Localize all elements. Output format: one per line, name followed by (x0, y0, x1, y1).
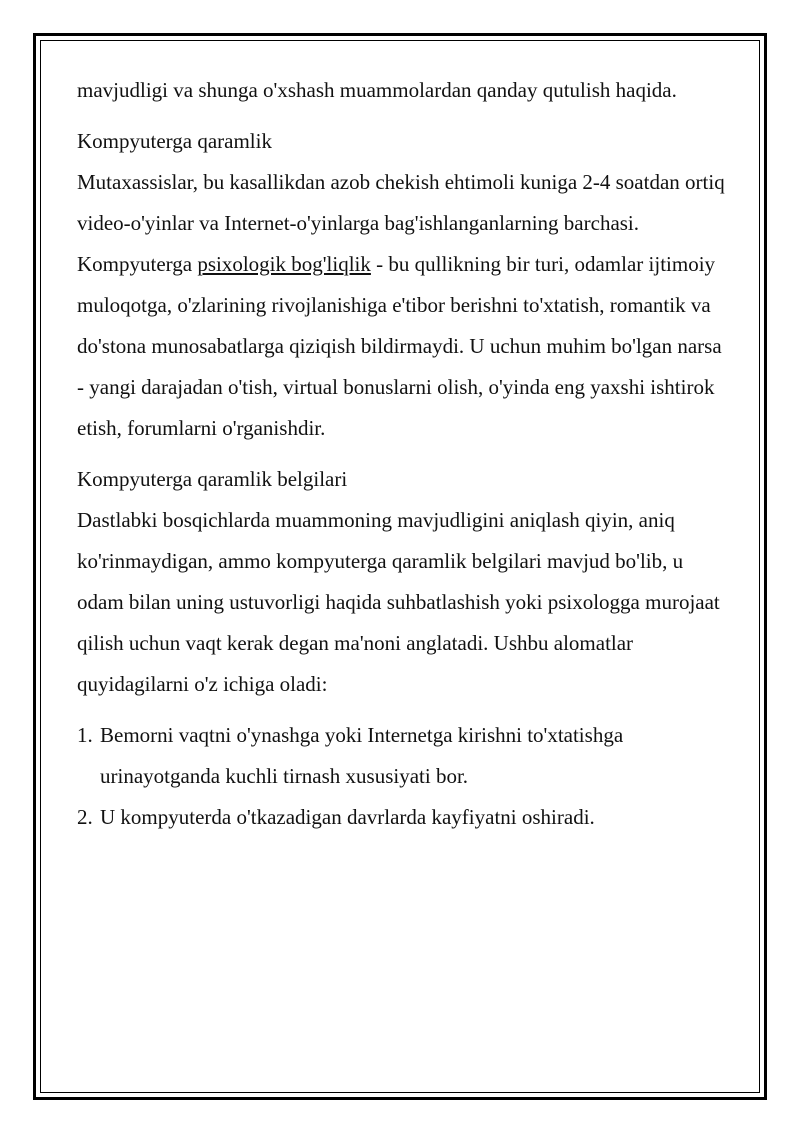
list-item-number: 1. (77, 723, 93, 747)
section-body-text: Dastlabki bosqichlarda muammoning mavjudligini aniqlash qiyin, aniq ko'rinmaydigan, ammo kompyuterga qaramlik belgilari mavjud bo'lib, u odam bilan uning ustuvorligi haqida suhbatlashish yoki psixologga murojaat qilish uchun vaqt kerak degan ma'noni anglatadi. Ushbu alomatlar quyidagilarni o'z ichiga oladi: (77, 508, 720, 696)
section-body-text: Mutaxassislar, bu kasallikdan azob chekish ehtimoli kuniga 2-4 soatdan ortiq video-o'yinlar va Internet-o'yinlarga bag'ishlanganlarning barchasi. Kompyuterga (77, 170, 725, 276)
document-body (77, 70, 727, 838)
section-kompyuterga-qaramlik (77, 121, 727, 449)
list-item-text: Bemorni vaqtni o'ynashga yoki Internetga kirishni to'xtatishga urinayotganda kuchli tirnash xususiyati bor. (100, 723, 624, 788)
section-heading: Kompyuterga qaramlik belgilari (77, 467, 348, 491)
section-qaramlik-belgilari (77, 459, 727, 705)
intro-paragraph (77, 70, 727, 111)
list-item (77, 797, 727, 838)
psixologik-boglilik-link[interactable]: psixologik bog'liqlik (197, 252, 371, 276)
list-item (77, 715, 727, 797)
section-heading: Kompyuterga qaramlik (77, 129, 272, 153)
intro-text: mavjudligi va shunga o'xshash muammolardan qanday qutulish haqida. (77, 78, 677, 102)
section-body-text-continued: - bu qullikning bir turi, odamlar ijtimoiy muloqotga, o'zlarining rivojlanishiga e'tibor berishni to'xtatish, romantik va do'stona munosabatlarga qiziqish bildirmaydi. U uchun muhim bo'lgan narsa - yangi darajadan o'tish, virtual bonuslarni olish, o'yinda eng yaxshi ishtirok etish, forumlarni o'rganishdir. (77, 252, 722, 440)
list-item-text: U kompyuterda o'tkazadigan davrlarda kayfiyatni oshiradi. (100, 805, 595, 829)
symptoms-list (77, 715, 727, 838)
list-item-number: 2. (77, 805, 93, 829)
